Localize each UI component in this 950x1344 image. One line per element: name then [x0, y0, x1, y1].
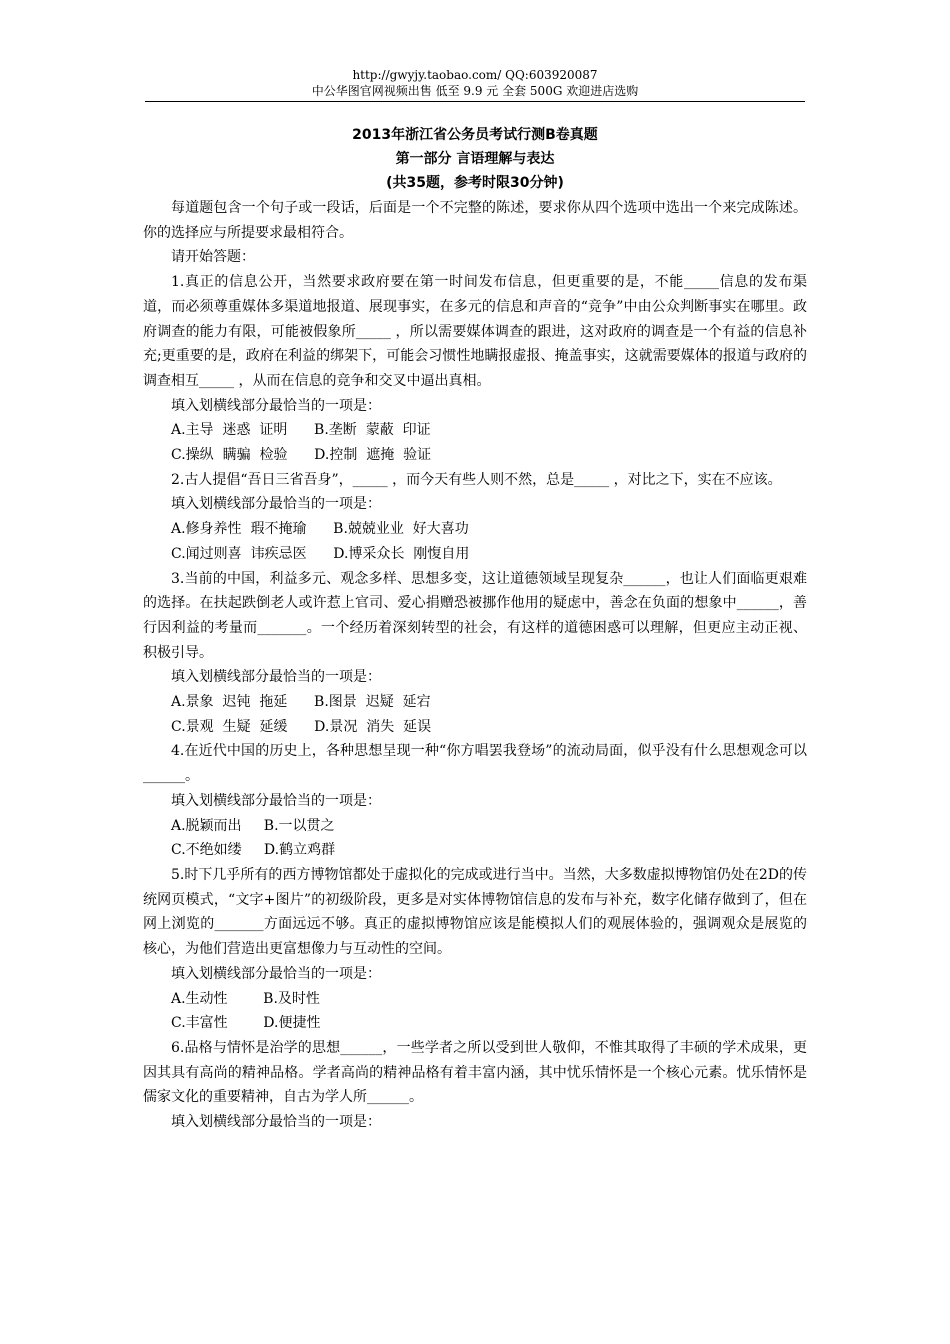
- question-content: [143, 196, 807, 1135]
- question-prompt: 填入划横线部分最恰当的一项是：: [171, 1114, 381, 1131]
- question-stem: 4.在近代中国的历史上，各种思想呈现一种“你方唱罢我登场”的流动局面，似乎没有什么思想观念可以______。: [143, 743, 807, 785]
- question-stem: 6.品格与情怀是治学的思想______，一些学者之所以受到世人敬仰，不惟其取得了丰硕的学术成果，更因其具有高尚的精神品格。学者高尚的精神品格有着丰富内涵，其中忧乐情怀是一个核心元素。忧乐情怀是儒家文化的重要精神，自古为学人所______。: [143, 1039, 807, 1106]
- question-stem: 3.当前的中国，利益多元、观念多样、思想多变，这让道德领域呈现复杂______，也让人们面临更艰难的选择。在扶起跌倒老人或许惹上官司、爱心捐赠恐被挪作他用的疑虑中，善念在负面的想象中______，善行因利益的考量而_______。一个经历着深刻转型的社会，有这样的道德困惑可以理解，但更应主动正视、积极引导。: [143, 570, 807, 661]
- question-stem: 1.真正的信息公开，当然要求政府要在第一时间发布信息，但更重要的是，不能_____信息的发布渠道，而必须尊重媒体多渠道地报道、展现事实，在多元的信息和声音的“竞争”中由公众判断事实在哪里。政府调查的能力有限，可能被假象所_____ ，所以需要媒体调查的跟进，这对政府的调查是一个有益的信息补充;更重要的是，政府在利益的绑架下，可能会习惯性地瞒报虚报、掩盖事实，这就需要媒体的报道与政府的调查相互_____ ，从而在信息的竞争和交叉中逼出真相。: [143, 274, 807, 389]
- options-row: A.生动性 B.及时性: [171, 990, 320, 1007]
- options-row: C.不绝如缕 D.鹤立鸡群: [171, 842, 336, 859]
- exam-title: 2013年浙江省公务员考试行测B卷真题: [352, 127, 598, 143]
- header-contact-line: http://gwyjy.taobao.com/ QQ:603920087: [352, 68, 598, 82]
- title-block: [145, 123, 805, 195]
- page-header: [145, 67, 805, 99]
- start-prompt: 请开始答题：: [171, 249, 255, 266]
- options-row: C.丰富性 D.便捷性: [171, 1015, 321, 1032]
- options-row: A.主导 迷惑 证明 B.垄断 蒙蔽 印证: [171, 422, 431, 439]
- question-prompt: 填入划横线部分最恰当的一项是：: [171, 965, 381, 982]
- options-row: C.闻过则喜 讳疾忌医 D.博采众长 刚愎自用: [171, 545, 470, 562]
- part-note: (共35题，参考时限30分钟): [386, 175, 564, 191]
- options-row: A.修身养性 瑕不掩瑜 B.兢兢业业 好大喜功: [171, 521, 469, 538]
- header-ad-line: 中公华图官网视频出售 低至 9.9 元 全套 500G 欢迎进店选购: [311, 84, 639, 98]
- question-prompt: 填入划横线部分最恰当的一项是：: [171, 496, 381, 513]
- question-stem: 2.古人提倡“吾日三省吾身”，_____ ，而今天有些人则不然，总是_____ ，对比之下，实在不应该。: [171, 471, 782, 488]
- options-row: A.景象 迟钝 拖延 B.图景 迟疑 延宕: [171, 694, 431, 711]
- question-prompt: 填入划横线部分最恰当的一项是：: [171, 792, 381, 809]
- question-prompt: 填入划横线部分最恰当的一项是：: [171, 669, 381, 686]
- options-row: C.操纵 瞒骗 检验 D.控制 遮掩 验证: [171, 447, 432, 464]
- header-rule: [145, 101, 805, 102]
- instructions: 每道题包含一个句子或一段话，后面是一个不完整的陈述，要求你从四个选项中选出一个来完成陈述。你的选择应与所提要求最相符合。: [143, 200, 807, 241]
- question-stem: 5.时下几乎所有的西方博物馆都处于虚拟化的完成或进行当中。当然，大多数虚拟博物馆仍处在2D的传统网页模式，“文字+图片”的初级阶段，更多是对实体博物馆信息的发布与补充，数字化储存做到了，但在网上浏览的_______方面远远不够。真正的虚拟博物馆应该是能模拟人们的观展体验的，强调观众是展览的核心，为他们营造出更富想像力与互动性的空间。: [143, 866, 807, 958]
- options-row: A.脱颖而出 B.一以贯之: [171, 817, 335, 834]
- question-prompt: 填入划横线部分最恰当的一项是：: [171, 397, 381, 414]
- options-row: C.景观 生疑 延缓 D.景况 消失 延误: [171, 718, 432, 735]
- part-title: 第一部分 言语理解与表达: [395, 151, 555, 167]
